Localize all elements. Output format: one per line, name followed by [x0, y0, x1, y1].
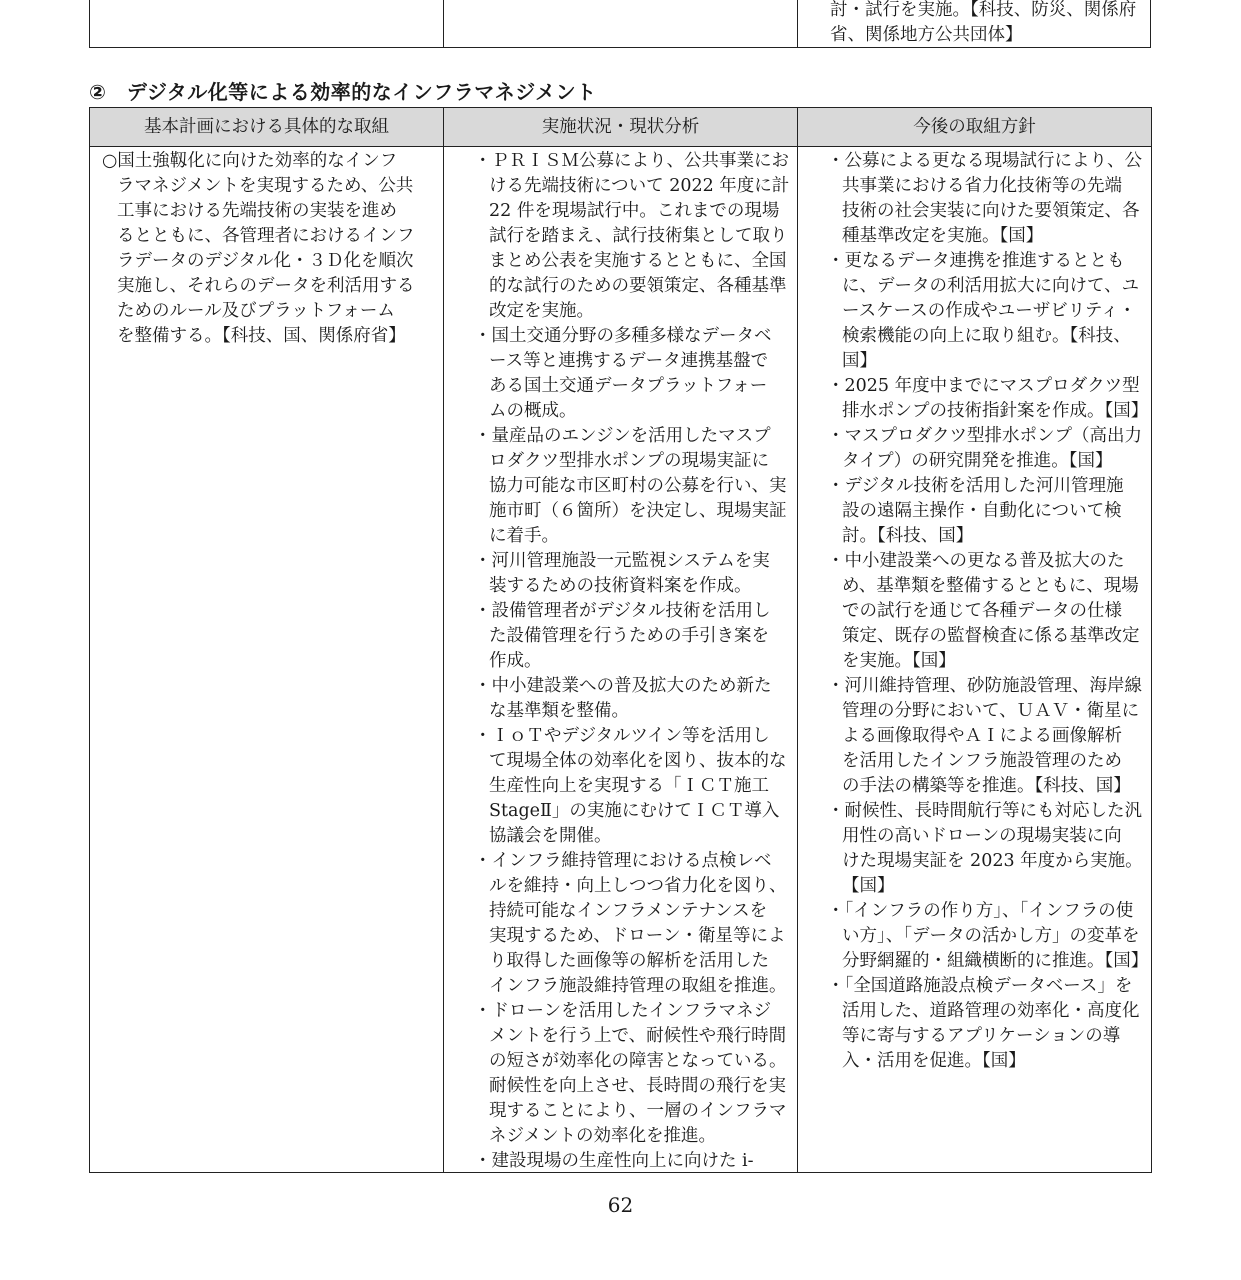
text-line: 装するための技術資料案を作成。: [489, 576, 752, 596]
text-line: の手法の構築等を推進。【科技、国】: [842, 776, 1131, 796]
text-line: り取得した画像等の解析を活用した: [489, 951, 769, 971]
text-line: インフラ施設維持管理の取組を推進。: [489, 976, 787, 996]
text-line: 実施し、それらのデータを利活用する: [117, 276, 415, 296]
table-header-row: [90, 108, 1151, 147]
text-line: タイプ）の研究開発を推進。【国】: [842, 451, 1113, 471]
text-line: い方」、「データの活かし方」の変革を: [842, 926, 1140, 946]
text-line: 生産性向上を実現する「ＩＣＴ施工: [489, 776, 769, 796]
text-line: 改定を実施。: [489, 301, 594, 321]
text-line: 実現するため、ドローン・衛星等によ: [489, 926, 786, 946]
page-number: 62: [607, 1193, 634, 1217]
text-line: ・公募による更なる現場試行により、公: [827, 151, 1142, 171]
list-item: [474, 849, 789, 999]
text-line: よる画像取得やＡＩによる画像解析: [842, 726, 1122, 746]
text-line: ・2025 年度中までにマスプロダクツ型: [827, 376, 1140, 396]
text-line: 入・活用を促進。【国】: [842, 1051, 1026, 1071]
basic-plan-cell: [102, 149, 415, 349]
text-line: 現することにより、一層のインフラマ: [489, 1101, 787, 1121]
text-line: ・耐候性、長時間航行等にも対応した汎: [827, 801, 1142, 821]
measures-table: [89, 107, 1152, 1173]
list-item: [102, 149, 415, 349]
text-line: ・量産品のエンジンを活用したマスプ: [474, 426, 771, 446]
list-item: [827, 474, 1148, 549]
header-cell: 実施状況・現状分析: [541, 117, 700, 137]
list-item: [827, 424, 1148, 474]
list-item: [827, 899, 1148, 974]
text-line: 国】: [842, 351, 877, 371]
text-line: ・ＩｏＴやデジタルツイン等を活用し: [474, 726, 770, 746]
text-line: に、データの利活用拡大に向けて、ユ: [842, 276, 1140, 296]
text-line: た設備管理を行うための手引き案を: [489, 626, 769, 646]
text-line: 工事における先端技術の実装を進め: [117, 201, 397, 221]
list-item: [474, 424, 789, 549]
text-line: ・河川維持管理、砂防施設管理、海岸線: [827, 676, 1142, 696]
text-line: ○国土強靱化に向けた効率的なインフ: [102, 151, 398, 171]
text-line: ・更なるデータ連携を推進するととも: [827, 251, 1125, 271]
text-line: 協議会を開催。: [489, 826, 612, 846]
column-divider: [443, 108, 444, 1172]
text-line: な基準類を整備。: [489, 701, 629, 721]
list-item: [474, 674, 789, 724]
text-line: 排水ポンプの技術指針案を作成。【国】: [842, 401, 1149, 421]
list-item: [827, 549, 1148, 674]
list-item: [474, 724, 789, 849]
column-divider: [443, 0, 444, 47]
text-line: StageⅡ」の実施にむけてＩＣＴ導入: [489, 801, 780, 821]
text-line: を整備する。【科技、国、関係府省】: [117, 326, 406, 346]
text-line: て現場全体の効率化を図り、抜本的な: [489, 751, 787, 771]
list-item: [474, 149, 789, 324]
list-item: [827, 974, 1148, 1074]
text-line: 共事業における省力化技術等の先端: [842, 176, 1122, 196]
text-line: 技術の社会実装に向けた要領策定、各: [842, 201, 1140, 221]
text-line: けた現場実証を 2023 年度から実施。: [842, 851, 1143, 871]
text-line: ースケースの作成やユーザビリティ・: [842, 301, 1136, 321]
text-line: 耐候性を向上させ、長時間の飛行を実: [489, 1076, 786, 1096]
list-item: [474, 999, 789, 1149]
text-line: ラマネジメントを実現するため、公共: [117, 176, 414, 196]
text-line: 等に寄与するアプリケーションの導: [842, 1026, 1121, 1046]
text-line: ・インフラ維持管理における点検レベ: [474, 851, 772, 871]
text-line: 協力可能な市区町村の公募を行い、実: [489, 476, 787, 496]
text-line: 討。【科技、国】: [842, 526, 974, 546]
text-line: 分野網羅的・組織横断的に推進。【国】: [842, 951, 1149, 971]
header-cell: 今後の取組方針: [913, 117, 1036, 137]
text-line: を活用したインフラ施設管理のため: [842, 751, 1122, 771]
text-line: 検索機能の向上に取り組む。【科技、: [842, 326, 1131, 346]
text-line: ・国土交通分野の多種多様なデータベ: [474, 326, 772, 346]
text-line: 用性の高いドローンの現場実装に向: [842, 826, 1122, 846]
text-line: 施市町（６箇所）を決定し、現場実証: [489, 501, 787, 521]
header-cell: 基本計画における具体的な取組: [144, 117, 389, 137]
text-line: ・デジタル技術を活用した河川管理施: [827, 476, 1124, 496]
text-line: 種基準改定を実施。【国】: [842, 226, 1044, 246]
text-line: ムの概成。: [489, 401, 577, 421]
status-analysis-cell: [474, 149, 789, 1174]
text-line: 持続可能なインフラメンテナンスを: [489, 901, 768, 921]
text-line: 設の遠隔主操作・自動化について検: [842, 501, 1122, 521]
text-line: 省、関係地方公共団体】: [830, 25, 1023, 45]
text-line: ・ドローンを活用したインフラマネジ: [474, 1001, 772, 1021]
continuation-cell-text: [830, 0, 1136, 48]
text-line: ・ＰＲＩＳＭ公募により、公共事業にお: [474, 151, 789, 171]
list-item: [474, 599, 789, 674]
list-item: [827, 674, 1148, 799]
text-line: ・建設現場の生産性向上に向けた i-: [474, 1151, 754, 1171]
text-line: め、基準類を整備するとともに、現場: [842, 576, 1139, 596]
list-item: [474, 549, 789, 599]
text-line: ・「全国道路施設点検データベース」を: [827, 976, 1133, 996]
future-policy-cell: [827, 149, 1148, 1074]
text-line: ・河川管理施設一元監視システムを実: [474, 551, 770, 571]
text-line: ロダクツ型排水ポンプの現場実証に: [489, 451, 769, 471]
text-line: ためのルール及びプラットフォーム: [117, 301, 395, 321]
list-item: [827, 799, 1148, 899]
list-item: [827, 249, 1148, 374]
text-line: を実施。【国】: [842, 651, 956, 671]
text-line: メントを行う上で、耐候性や飛行時間: [489, 1026, 787, 1046]
column-divider: [797, 0, 798, 47]
list-item: [474, 324, 789, 424]
text-line: 試行を踏まえ、試行技術集として取り: [489, 226, 788, 246]
text-line: 討・試行を実施。【科技、防災、関係府: [830, 0, 1137, 20]
text-line: 的な試行のための要領策定、各種基準: [489, 276, 787, 296]
list-item: [827, 374, 1148, 424]
text-line: ・設備管理者がデジタル技術を活用し: [474, 601, 771, 621]
text-line: 作成。: [489, 651, 542, 671]
text-line: 活用した、道路管理の効率化・高度化: [842, 1001, 1140, 1021]
text-line: での試行を通じて各種データの仕様: [842, 601, 1122, 621]
text-line: ・マスプロダクツ型排水ポンプ（高出力: [827, 426, 1142, 446]
text-line: ・中小建設業への更なる普及拡大のた: [827, 551, 1125, 571]
continuation-table: [89, 0, 1151, 48]
section-heading: ② デジタル化等による効率的なインフラマネジメント: [89, 80, 597, 104]
text-line: ける先端技術について 2022 年度に計: [489, 176, 790, 196]
text-line: ・「インフラの作り方」、「インフラの使: [827, 901, 1134, 921]
text-line: 【国】: [842, 876, 895, 896]
text-line: 策定、既存の監督検査に係る基準改定: [842, 626, 1140, 646]
text-line: に着手。: [489, 526, 559, 546]
text-line: ・中小建設業への普及拡大のため新た: [474, 676, 772, 696]
text-line: ネジメントの効率化を推進。: [489, 1126, 716, 1146]
list-item: [474, 1149, 789, 1174]
text-line: るとともに、各管理者におけるインフ: [117, 226, 415, 246]
list-item: [827, 149, 1148, 249]
column-divider: [797, 108, 798, 1172]
text-line: 管理の分野において、ＵＡＶ・衛星に: [842, 701, 1140, 721]
text-line: の短さが効率化の障害となっている。: [489, 1051, 787, 1071]
text-line: ース等と連携するデータ連携基盤で: [489, 351, 769, 371]
text-line: ラデータのデジタル化・３Ｄ化を順次: [117, 251, 414, 271]
text-line: まとめ公表を実施するとともに、全国: [489, 251, 787, 271]
text-line: ある国土交通データプラットフォー: [489, 376, 768, 396]
text-line: ルを維持・向上しつつ省力化を図り、: [489, 876, 787, 896]
text-line: 22 件を現場試行中。これまでの現場: [489, 201, 780, 221]
